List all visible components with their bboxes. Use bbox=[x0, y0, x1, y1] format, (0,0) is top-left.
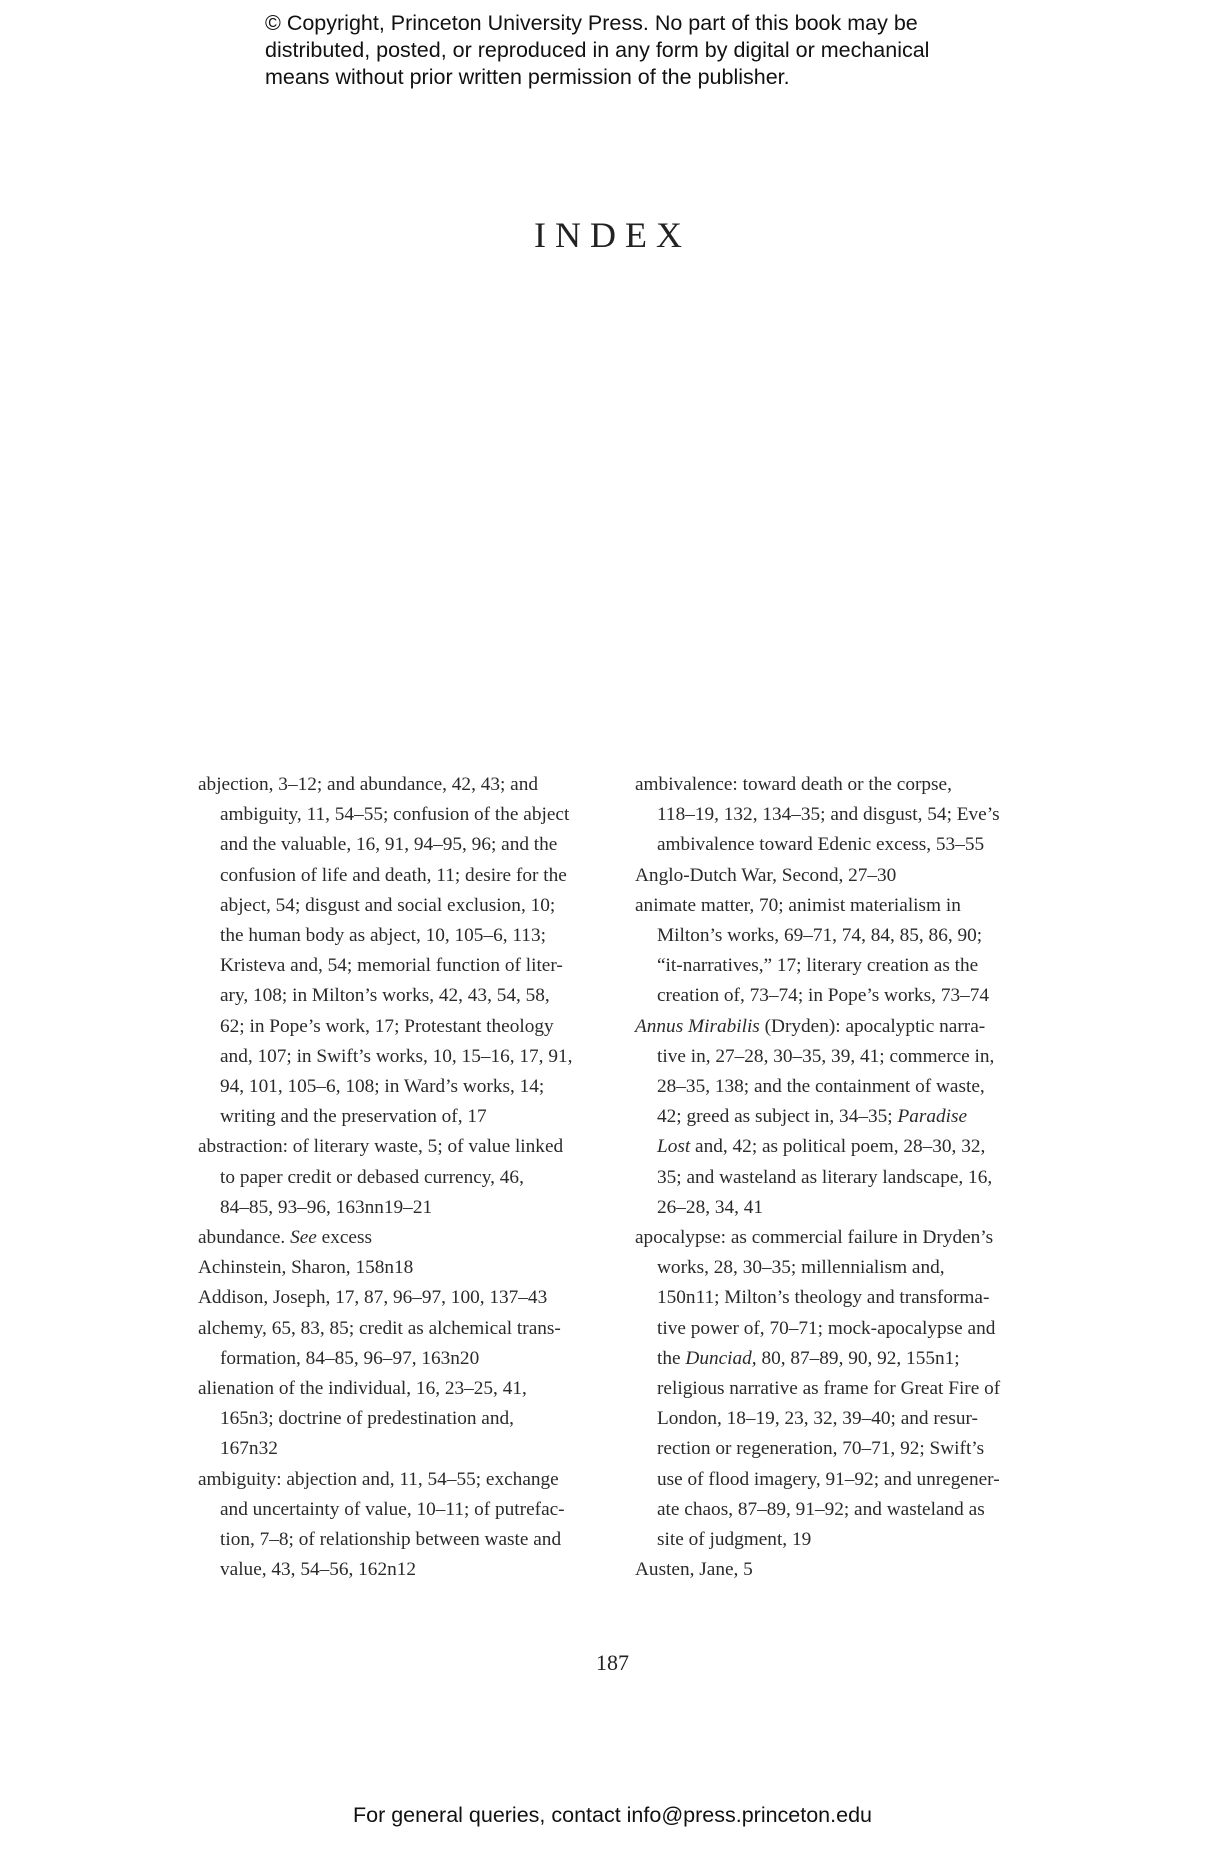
index-entry-line: religious narrative as frame for Great Fire of bbox=[657, 1378, 1001, 1400]
index-entry-line: abject, 54; disgust and social exclusion, 10; bbox=[220, 894, 556, 916]
index-entry-line: alienation of the individual, 16, 23–25, 41, bbox=[198, 1378, 527, 1400]
index-entry-line: abundance. See excess bbox=[198, 1227, 372, 1249]
index-entry-line: alchemy, 65, 83, 85; credit as alchemical trans- bbox=[198, 1317, 561, 1339]
index-entry-line: ary, 108; in Milton’s works, 42, 43, 54, 58, bbox=[220, 985, 550, 1007]
index-entry-line: 84–85, 93–96, 163nn19–21 bbox=[220, 1196, 433, 1218]
index-entry-line: 26–28, 34, 41 bbox=[657, 1196, 764, 1218]
index-entry-line: use of flood imagery, 91–92; and unregener- bbox=[657, 1468, 1000, 1490]
index-entry bbox=[635, 1223, 1065, 1555]
index-entry bbox=[198, 1223, 628, 1253]
index-entry-line: Addison, Joseph, 17, 87, 96–97, 100, 137–43 bbox=[198, 1287, 548, 1309]
index-entry-line: Anglo-Dutch War, Second, 27–30 bbox=[635, 864, 897, 886]
index-entry-line: writing and the preservation of, 17 bbox=[220, 1106, 487, 1128]
index-entry bbox=[198, 1253, 628, 1283]
index-entry-line: site of judgment, 19 bbox=[657, 1529, 812, 1551]
index-entry-line: 167n32 bbox=[220, 1438, 278, 1460]
index-entry bbox=[635, 1012, 1065, 1223]
index-entry bbox=[198, 1374, 628, 1465]
index-column-right bbox=[635, 770, 1065, 1585]
index-entry-line: 28–35, 138; and the containment of waste, bbox=[657, 1076, 985, 1098]
index-entry bbox=[635, 861, 1065, 891]
index-entry-line: 42; greed as subject in, 34–35; Paradise bbox=[657, 1106, 968, 1128]
index-entry-line: London, 18–19, 23, 32, 39–40; and resur- bbox=[657, 1408, 978, 1430]
index-entry bbox=[198, 770, 628, 1132]
index-entry-line: works, 28, 30–35; millennialism and, bbox=[657, 1257, 945, 1279]
index-entry-line: abstraction: of literary waste, 5; of value linked bbox=[198, 1136, 564, 1158]
index-entry-line: tive power of, 70–71; mock-apocalypse and bbox=[657, 1317, 996, 1339]
index-entry-line: value, 43, 54–56, 162n12 bbox=[220, 1559, 417, 1581]
index-entry-line: 150n11; Milton’s theology and transforma- bbox=[657, 1287, 990, 1309]
page-title: INDEX bbox=[534, 215, 691, 255]
index-entry-line: Achinstein, Sharon, 158n18 bbox=[198, 1257, 414, 1279]
index-entry-line: abjection, 3–12; and abundance, 42, 43; and bbox=[198, 774, 539, 795]
index-entry-line: 118–19, 132, 134–35; and disgust, 54; Eve’s bbox=[657, 804, 1000, 826]
index-entry-line: ate chaos, 87–89, 91–92; and wasteland as bbox=[657, 1498, 985, 1520]
copyright-line: means without prior written permission of the publisher. bbox=[265, 65, 790, 89]
index-entry-line: tion, 7–8; of relationship between waste and bbox=[220, 1529, 562, 1551]
index-entry-line: and the valuable, 16, 91, 94–95, 96; and the bbox=[220, 834, 558, 856]
copyright-line: distributed, posted, or reproduced in any form by digital or mechanical bbox=[265, 38, 930, 62]
index-entry-line: tive in, 27–28, 30–35, 39, 41; commerce in, bbox=[657, 1045, 995, 1067]
index-entry bbox=[635, 1555, 1065, 1585]
copyright-line: © Copyright, Princeton University Press. No part of this book may be bbox=[265, 11, 918, 35]
index-entry-line: animate matter, 70; animist materialism in bbox=[635, 894, 961, 916]
index-entry-line: the human body as abject, 10, 105–6, 113; bbox=[220, 925, 546, 947]
index-entry bbox=[198, 1283, 628, 1313]
index-entry-line: apocalypse: as commercial failure in Dryden’s bbox=[635, 1227, 994, 1249]
index-entry-line: and uncertainty of value, 10–11; of putrefac- bbox=[220, 1498, 565, 1520]
index-entry-line: 165n3; doctrine of predestination and, bbox=[220, 1408, 514, 1430]
index-entry bbox=[635, 770, 1065, 861]
index-entry-line: Austen, Jane, 5 bbox=[635, 1559, 753, 1581]
index-entry-line: Kristeva and, 54; memorial function of liter- bbox=[220, 955, 563, 977]
copyright-notice bbox=[265, 10, 1025, 91]
index-entry bbox=[198, 1465, 628, 1586]
index-entry-line: confusion of life and death, 11; desire for the bbox=[220, 864, 567, 886]
index-entry-line: Lost and, 42; as political poem, 28–30, 32, bbox=[657, 1136, 986, 1158]
index-entry-line: 62; in Pope’s work, 17; Protestant theology bbox=[220, 1015, 554, 1037]
index-entry bbox=[198, 1132, 628, 1223]
index-entry-line: Annus Mirabilis (Dryden): apocalyptic narra- bbox=[635, 1015, 986, 1037]
index-entry-line: the Dunciad, 80, 87–89, 90, 92, 155n1; bbox=[657, 1347, 960, 1369]
index-entry-line: “it-narratives,” 17; literary creation as the bbox=[657, 955, 979, 977]
index-entry-line: ambivalence toward Edenic excess, 53–55 bbox=[657, 834, 985, 856]
footer-contact: For general queries, contact info@press.princeton.edu bbox=[352, 1803, 872, 1827]
index-entry-line: creation of, 73–74; in Pope’s works, 73–74 bbox=[657, 985, 990, 1007]
index-entry-line: rection or regeneration, 70–71, 92; Swift’s bbox=[657, 1438, 985, 1460]
index-entry bbox=[635, 891, 1065, 1012]
index-entry-line: ambivalence: toward death or the corpse, bbox=[635, 774, 952, 795]
index-entry-line: ambiguity, 11, 54–55; confusion of the abject bbox=[220, 804, 570, 826]
index-entry-line: ambiguity: abjection and, 11, 54–55; exchange bbox=[198, 1468, 559, 1490]
index-entry-line: Milton’s works, 69–71, 74, 84, 85, 86, 90; bbox=[657, 925, 983, 947]
page-number: 187 bbox=[596, 1650, 629, 1675]
index-entry-line: and, 107; in Swift’s works, 10, 15–16, 17, 91, bbox=[220, 1045, 573, 1067]
index-column-left bbox=[198, 770, 628, 1585]
index-entry-line: to paper credit or debased currency, 46, bbox=[220, 1166, 524, 1188]
index-entry-line: formation, 84–85, 96–97, 163n20 bbox=[220, 1347, 480, 1369]
index-entry-line: 35; and wasteland as literary landscape, 16, bbox=[657, 1166, 993, 1188]
index-entry-line: 94, 101, 105–6, 108; in Ward’s works, 14; bbox=[220, 1076, 545, 1098]
index-entry bbox=[198, 1314, 628, 1374]
